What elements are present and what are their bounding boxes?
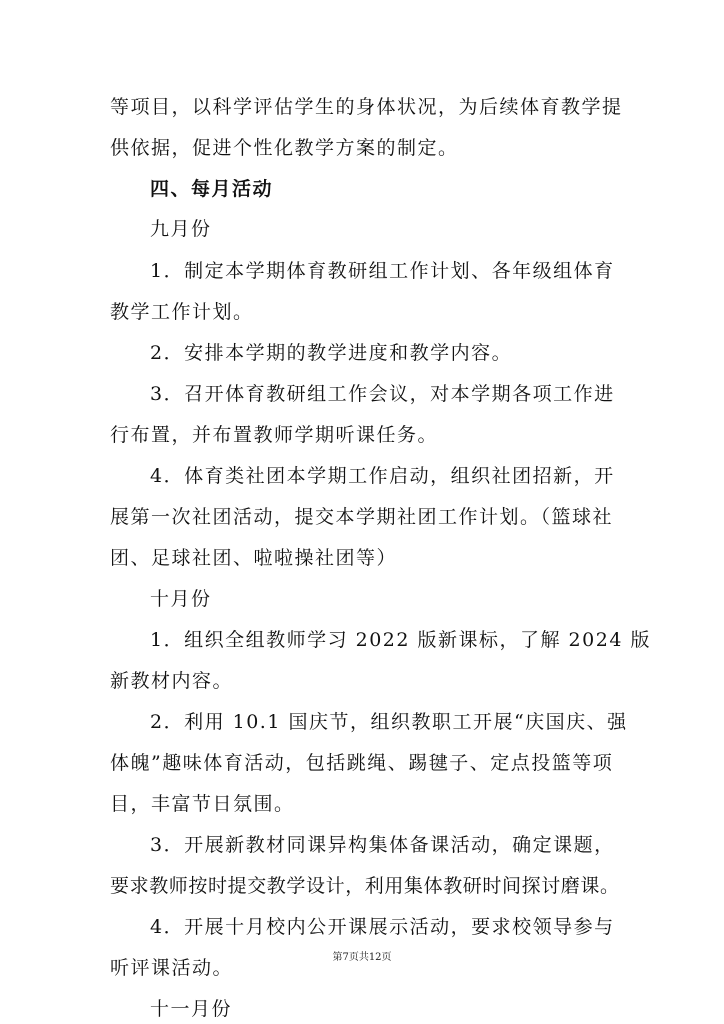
paragraph-line: 团、足球社团、啦啦操社团等） — [110, 547, 398, 569]
paragraph-line: 4．体育类社团本学期工作启动，组织社团招新，开 — [150, 465, 615, 487]
paragraph-line: 2．安排本学期的教学进度和教学内容。 — [150, 342, 513, 364]
paragraph-line: 听评课活动。 — [110, 957, 234, 979]
paragraph-line: 体魄”趣味体育活动，包括跳绳、踢毽子、定点投篮等项 — [110, 752, 614, 774]
paragraph-line: 展第一次社团活动，提交本学期社团工作计划。（篮球社 — [110, 506, 614, 528]
paragraph-line: 等项目，以科学评估学生的身体状况，为后续体育教学提 — [110, 96, 623, 118]
paragraph-line: 4．开展十月校内公开课展示活动，要求校领导参与 — [150, 916, 615, 938]
section-heading: 四、每月活动 — [150, 178, 274, 200]
paragraph-line: 目，丰富节日氛围。 — [110, 793, 295, 815]
paragraph-line: 1．制定本学期体育教研组工作计划、各年级组体育 — [150, 260, 615, 282]
month-label: 九月份 — [150, 218, 212, 240]
paragraph-line: 2．利用 10.1 国庆节，组织教职工开展“庆国庆、强 — [150, 711, 628, 733]
month-label: 十月份 — [150, 588, 212, 610]
paragraph-line: 要求教师按时提交教学设计，利用集体教研时间探讨磨课。 — [110, 875, 620, 897]
page-number-footer: 第7页共12页 — [332, 952, 392, 963]
paragraph-line: 行布置，并布置教师学期听课任务。 — [110, 424, 439, 446]
paragraph-line: 1．组织全组教师学习 2022 版新课标，了解 2024 版 — [150, 629, 651, 651]
month-label: 十一月份 — [150, 998, 233, 1020]
paragraph-line: 3．开展新教材同课异构集体备课活动，确定课题， — [150, 834, 615, 856]
paragraph-line: 教学工作计划。 — [110, 301, 254, 323]
paragraph-line: 3．召开体育教研组工作会议，对本学期各项工作进 — [150, 383, 615, 405]
paragraph-line: 新教材内容。 — [110, 670, 234, 692]
paragraph-line: 供依据，促进个性化教学方案的制定。 — [110, 137, 459, 159]
